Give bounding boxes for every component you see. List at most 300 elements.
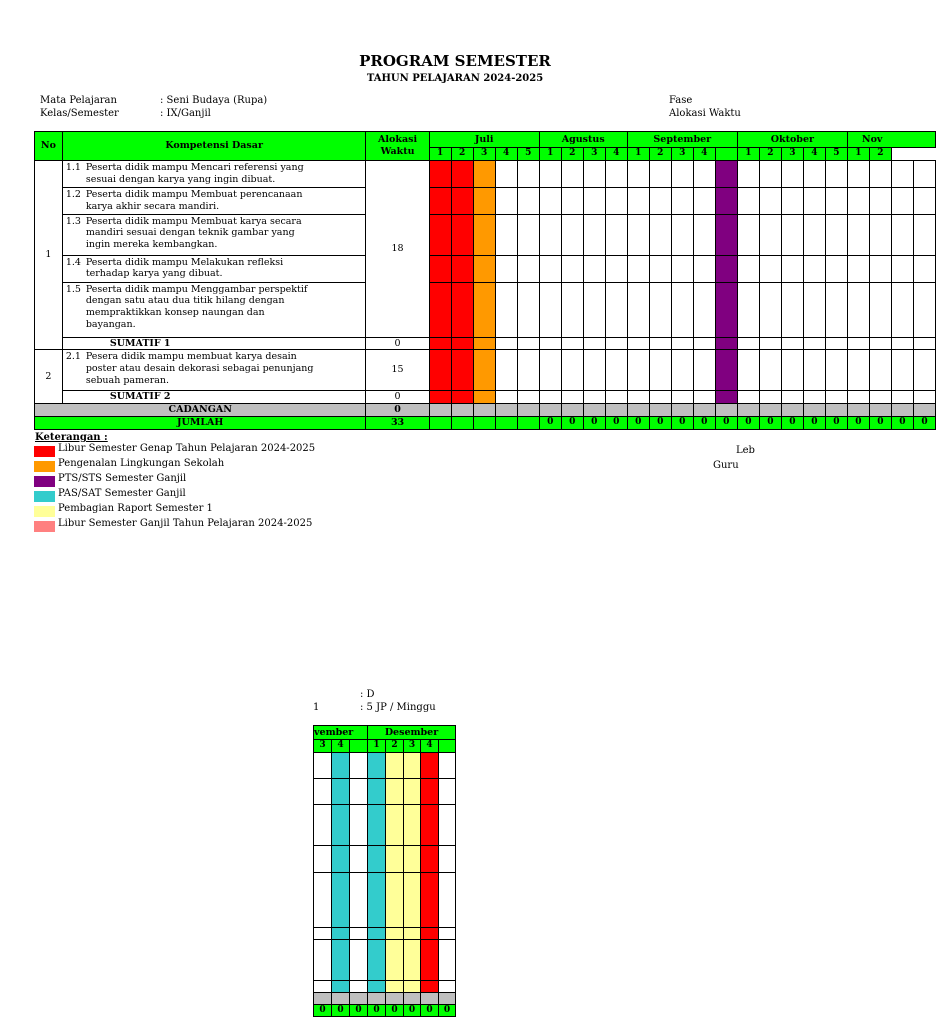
week-cell xyxy=(429,214,451,255)
week-cell xyxy=(583,282,605,337)
week-cell xyxy=(759,404,781,417)
jumlah-week-value: 0 xyxy=(368,1005,386,1017)
week-cell xyxy=(671,404,693,417)
week-cell xyxy=(649,350,671,391)
kd-text: mandiri sesuai dengan teknik gambar yang xyxy=(85,227,295,239)
week-cell xyxy=(386,993,404,1005)
week-cell xyxy=(539,404,561,417)
week-cell xyxy=(803,350,825,391)
week-header: 2 xyxy=(649,148,671,161)
week-cell xyxy=(386,928,404,940)
week-cell xyxy=(693,214,715,255)
week-cell xyxy=(368,873,386,928)
week-cell xyxy=(439,805,456,846)
week-cell xyxy=(386,753,404,779)
kd-text: dengan satu atau dua titik hilang dengan xyxy=(85,295,285,307)
week-cell xyxy=(847,391,869,404)
week-cell xyxy=(561,187,583,214)
alokasi-waktu-value: : 5 JP / Minggu xyxy=(360,702,436,713)
week-header: 3 xyxy=(473,148,495,161)
week-cell xyxy=(583,337,605,350)
week-cell xyxy=(314,981,332,993)
week-cell xyxy=(627,161,649,188)
week-cell xyxy=(439,753,456,779)
week-cell xyxy=(561,350,583,391)
week-cell xyxy=(671,337,693,350)
week-cell xyxy=(693,337,715,350)
week-header: 4 xyxy=(495,148,517,161)
week-cell xyxy=(781,391,803,404)
week-cell xyxy=(847,255,869,282)
week-cell xyxy=(649,161,671,188)
jumlah-week-value: 0 xyxy=(671,417,693,430)
week-cell xyxy=(583,187,605,214)
signature-role: Guru xyxy=(713,460,739,471)
week-cell xyxy=(561,282,583,337)
week-cell xyxy=(803,161,825,188)
week-cell xyxy=(429,417,451,430)
col-kd-header: Kompetensi Dasar xyxy=(62,132,366,161)
week-cell xyxy=(539,161,561,188)
jumlah-week-value: 0 xyxy=(825,417,847,430)
week-cell xyxy=(451,417,473,430)
week-cell xyxy=(314,873,332,928)
week-cell xyxy=(332,981,350,993)
week-cell xyxy=(803,282,825,337)
week-cell xyxy=(913,214,935,255)
week-cell xyxy=(847,214,869,255)
week-cell xyxy=(404,993,421,1005)
alokasi-label-fragment: 1 xyxy=(313,702,320,713)
week-cell xyxy=(869,255,891,282)
week-header: 1 xyxy=(429,148,451,161)
week-header: 4 xyxy=(693,148,715,161)
week-cell xyxy=(605,161,627,188)
week-cell xyxy=(627,255,649,282)
week-cell xyxy=(495,391,517,404)
week-cell xyxy=(891,187,913,214)
kd-text: Pesera didik mampu membuat karya desain xyxy=(85,351,297,363)
week-cell xyxy=(803,187,825,214)
week-cell xyxy=(439,928,456,940)
week-cell xyxy=(737,161,759,188)
week-cell xyxy=(473,337,495,350)
week-header: 2 xyxy=(759,148,781,161)
week-cell xyxy=(715,391,737,404)
week-cell xyxy=(869,391,891,404)
mata-pelajaran-value: : Seni Budaya (Rupa) xyxy=(160,95,268,106)
jumlah-week-value: 0 xyxy=(386,1005,404,1017)
week-cell xyxy=(869,282,891,337)
week-cell xyxy=(891,255,913,282)
kompetensi-dasar-cell xyxy=(62,282,366,337)
kelas-semester-label: Kelas/Semester xyxy=(40,108,119,119)
month-agustus: Agustus xyxy=(539,132,627,148)
week-cell xyxy=(517,350,539,391)
week-cell xyxy=(421,779,439,805)
week-cell xyxy=(847,187,869,214)
week-cell xyxy=(671,350,693,391)
week-cell xyxy=(693,404,715,417)
week-cell xyxy=(368,981,386,993)
week-cell xyxy=(421,805,439,846)
jumlah-week-value: 0 xyxy=(404,1005,421,1017)
week-cell xyxy=(759,187,781,214)
sumatif-2-value: 0 xyxy=(366,391,429,404)
week-cell xyxy=(671,161,693,188)
week-cell xyxy=(737,255,759,282)
week-cell xyxy=(451,282,473,337)
week-cell xyxy=(539,214,561,255)
week-header: 1 xyxy=(539,148,561,161)
week-cell xyxy=(715,350,737,391)
week-cell xyxy=(439,981,456,993)
week-cell xyxy=(439,779,456,805)
cadangan-value: 0 xyxy=(366,404,429,417)
kompetensi-dasar-cell xyxy=(62,187,366,214)
week-cell xyxy=(473,187,495,214)
kd-number: 1.4 xyxy=(65,256,81,268)
week-cell xyxy=(913,391,935,404)
kompetensi-dasar-cell xyxy=(62,255,366,282)
week-cell xyxy=(495,350,517,391)
week-cell xyxy=(869,161,891,188)
week-cell xyxy=(421,993,439,1005)
week-cell xyxy=(517,161,539,188)
jumlah-week-value: 0 xyxy=(539,417,561,430)
alokasi-waktu-label: Alokasi Waktu xyxy=(669,108,741,119)
week-header: 4 xyxy=(803,148,825,161)
week-cell xyxy=(869,404,891,417)
week-header: 3 xyxy=(781,148,803,161)
week-cell xyxy=(332,873,350,928)
week-cell xyxy=(825,282,847,337)
jumlah-value: 33 xyxy=(366,417,429,430)
week-cell xyxy=(649,214,671,255)
week-cell xyxy=(737,337,759,350)
week-cell xyxy=(495,214,517,255)
week-cell xyxy=(583,404,605,417)
week-cell xyxy=(451,187,473,214)
week-cell xyxy=(781,187,803,214)
week-cell xyxy=(847,161,869,188)
week-cell xyxy=(350,873,368,928)
legend-swatch xyxy=(34,446,55,457)
legend-swatch xyxy=(34,461,55,472)
week-header-blank xyxy=(715,148,737,161)
week-header-blank xyxy=(439,740,456,753)
week-header: 3 xyxy=(671,148,693,161)
kd-text: sesuai dengan karya yang ingin dibuat. xyxy=(85,173,276,185)
week-cell xyxy=(583,161,605,188)
week-cell xyxy=(350,928,368,940)
jumlah-week-value: 0 xyxy=(332,1005,350,1017)
week-cell xyxy=(368,779,386,805)
row-number: 1 xyxy=(35,161,63,350)
kompetensi-dasar-cell xyxy=(62,214,366,255)
week-cell xyxy=(332,805,350,846)
jumlah-week-value: 0 xyxy=(421,1005,439,1017)
week-cell xyxy=(583,391,605,404)
week-cell xyxy=(627,282,649,337)
week-cell xyxy=(649,391,671,404)
week-cell xyxy=(649,187,671,214)
week-cell xyxy=(332,846,350,873)
week-cell xyxy=(781,255,803,282)
week-cell xyxy=(451,214,473,255)
week-cell xyxy=(693,282,715,337)
program-semester-table xyxy=(34,131,936,430)
week-cell xyxy=(517,404,539,417)
week-cell xyxy=(737,350,759,391)
week-header: 2 xyxy=(869,148,891,161)
week-cell xyxy=(517,187,539,214)
month-november-fragment: vember xyxy=(314,726,368,740)
week-cell xyxy=(759,350,781,391)
week-cell xyxy=(404,846,421,873)
week-cell xyxy=(891,391,913,404)
week-cell xyxy=(473,255,495,282)
week-cell xyxy=(649,282,671,337)
week-cell xyxy=(350,753,368,779)
week-cell xyxy=(368,940,386,981)
kd-text: karya akhir secara mandiri. xyxy=(85,200,220,212)
week-cell xyxy=(439,940,456,981)
week-cell xyxy=(715,187,737,214)
week-cell xyxy=(605,255,627,282)
week-cell xyxy=(539,337,561,350)
kd-text: Peserta didik mampu Membuat perencanaan xyxy=(85,188,303,200)
legend-swatch xyxy=(34,521,55,532)
week-cell xyxy=(605,391,627,404)
week-cell xyxy=(561,404,583,417)
week-cell xyxy=(803,255,825,282)
week-cell xyxy=(891,161,913,188)
week-cell xyxy=(627,187,649,214)
week-cell xyxy=(451,161,473,188)
week-cell xyxy=(429,404,451,417)
jumlah-week-value: 0 xyxy=(781,417,803,430)
week-cell xyxy=(473,282,495,337)
jumlah-week-value: 0 xyxy=(715,417,737,430)
week-cell xyxy=(913,255,935,282)
week-cell xyxy=(803,404,825,417)
kd-text: mempraktikkan konsep naungan dan xyxy=(85,307,265,319)
week-cell xyxy=(429,391,451,404)
week-cell xyxy=(404,940,421,981)
week-cell xyxy=(781,404,803,417)
kd-text: bayangan. xyxy=(85,319,136,331)
week-cell xyxy=(715,214,737,255)
week-cell xyxy=(561,214,583,255)
week-cell xyxy=(781,161,803,188)
week-cell xyxy=(439,846,456,873)
week-cell xyxy=(368,753,386,779)
jumlah-week-value: 0 xyxy=(439,1005,456,1017)
page-subtitle: TAHUN PELAJARAN 2024-2025 xyxy=(366,73,544,84)
week-cell xyxy=(583,255,605,282)
legend-title: Keterangan : xyxy=(35,432,108,443)
week-header: 1 xyxy=(368,740,386,753)
week-cell xyxy=(715,404,737,417)
week-cell xyxy=(803,391,825,404)
week-cell xyxy=(693,391,715,404)
week-cell xyxy=(539,255,561,282)
month-november: Nov xyxy=(847,132,935,148)
week-cell xyxy=(429,255,451,282)
week-cell xyxy=(314,805,332,846)
legend-label: PTS/STS Semester Ganjil xyxy=(58,473,187,484)
week-cell xyxy=(737,404,759,417)
week-cell xyxy=(671,391,693,404)
program-semester-table-continued xyxy=(313,725,456,1017)
kd-number: 1.3 xyxy=(65,215,81,227)
week-cell xyxy=(693,161,715,188)
week-cell xyxy=(825,391,847,404)
week-cell xyxy=(671,255,693,282)
jumlah-week-value: 0 xyxy=(314,1005,332,1017)
week-cell xyxy=(314,928,332,940)
jumlah-week-value: 0 xyxy=(891,417,913,430)
week-cell xyxy=(429,161,451,188)
week-cell xyxy=(715,255,737,282)
week-cell xyxy=(314,753,332,779)
week-cell xyxy=(451,404,473,417)
week-cell xyxy=(891,404,913,417)
signature-place: Leb xyxy=(736,445,755,456)
week-cell xyxy=(473,350,495,391)
week-cell xyxy=(495,161,517,188)
week-cell xyxy=(825,350,847,391)
week-cell xyxy=(781,350,803,391)
week-cell xyxy=(404,928,421,940)
week-cell xyxy=(737,187,759,214)
week-cell xyxy=(495,255,517,282)
legend-label: Libur Semester Ganjil Tahun Pelajaran 2024-2025 xyxy=(58,518,313,529)
legend-label: PAS/SAT Semester Ganjil xyxy=(58,488,186,499)
week-cell xyxy=(386,981,404,993)
week-cell xyxy=(693,255,715,282)
week-cell xyxy=(495,417,517,430)
week-cell xyxy=(627,337,649,350)
week-header-blank xyxy=(350,740,368,753)
week-cell xyxy=(737,391,759,404)
week-cell xyxy=(781,214,803,255)
week-cell xyxy=(421,928,439,940)
week-cell xyxy=(439,873,456,928)
week-cell xyxy=(332,779,350,805)
week-cell xyxy=(332,753,350,779)
week-cell xyxy=(561,391,583,404)
week-cell xyxy=(451,255,473,282)
week-header: 3 xyxy=(583,148,605,161)
week-cell xyxy=(350,981,368,993)
week-cell xyxy=(759,214,781,255)
week-cell xyxy=(386,940,404,981)
week-cell xyxy=(332,940,350,981)
legend-swatch xyxy=(34,506,55,517)
row-number: 2 xyxy=(35,350,63,404)
week-cell xyxy=(421,940,439,981)
week-cell xyxy=(605,282,627,337)
week-cell xyxy=(627,391,649,404)
week-cell xyxy=(473,214,495,255)
legend-label: Pembagian Raport Semester 1 xyxy=(58,503,213,514)
week-cell xyxy=(583,350,605,391)
jumlah-week-value: 0 xyxy=(913,417,935,430)
week-cell xyxy=(404,779,421,805)
week-cell xyxy=(737,282,759,337)
week-cell xyxy=(847,282,869,337)
week-cell xyxy=(649,337,671,350)
week-cell xyxy=(386,873,404,928)
week-cell xyxy=(891,350,913,391)
week-cell xyxy=(386,779,404,805)
col-alokasi-header: Alokasi Waktu xyxy=(366,132,429,161)
week-cell xyxy=(539,391,561,404)
kd-number: 1.2 xyxy=(65,188,81,200)
month-september: September xyxy=(627,132,737,148)
jumlah-week-value: 0 xyxy=(583,417,605,430)
legend-label: Pengenalan Lingkungan Sekolah xyxy=(58,458,225,469)
legend-swatch xyxy=(34,476,55,487)
week-cell xyxy=(891,337,913,350)
week-cell xyxy=(332,928,350,940)
kd-number: 1.1 xyxy=(65,162,81,173)
week-cell xyxy=(825,404,847,417)
week-cell xyxy=(583,214,605,255)
legend-label: Libur Semester Genap Tahun Pelajaran 2024-2025 xyxy=(58,443,316,454)
jumlah-week-value: 0 xyxy=(350,1005,368,1017)
week-cell xyxy=(715,161,737,188)
month-desember: Desember xyxy=(368,726,456,740)
week-cell xyxy=(891,214,913,255)
week-cell xyxy=(869,187,891,214)
week-cell xyxy=(913,187,935,214)
jumlah-label: JUMLAH xyxy=(35,417,366,430)
week-cell xyxy=(627,404,649,417)
week-cell xyxy=(913,350,935,391)
week-cell xyxy=(473,404,495,417)
week-cell xyxy=(891,282,913,337)
week-cell xyxy=(759,255,781,282)
week-cell xyxy=(715,282,737,337)
week-cell xyxy=(368,993,386,1005)
week-cell xyxy=(869,337,891,350)
week-cell xyxy=(451,391,473,404)
sumatif-1-value: 0 xyxy=(366,337,429,350)
week-cell xyxy=(869,350,891,391)
week-cell xyxy=(517,391,539,404)
jumlah-week-value: 0 xyxy=(803,417,825,430)
week-cell xyxy=(421,981,439,993)
week-cell xyxy=(495,282,517,337)
week-cell xyxy=(671,214,693,255)
week-cell xyxy=(539,282,561,337)
alokasi-value: 18 xyxy=(366,161,429,338)
week-cell xyxy=(368,928,386,940)
week-cell xyxy=(671,282,693,337)
jumlah-week-value: 0 xyxy=(649,417,671,430)
week-cell xyxy=(759,391,781,404)
week-cell xyxy=(332,993,350,1005)
week-cell xyxy=(451,337,473,350)
week-cell xyxy=(451,350,473,391)
jumlah-week-value: 0 xyxy=(737,417,759,430)
week-cell xyxy=(869,214,891,255)
week-cell xyxy=(759,161,781,188)
week-cell xyxy=(495,187,517,214)
